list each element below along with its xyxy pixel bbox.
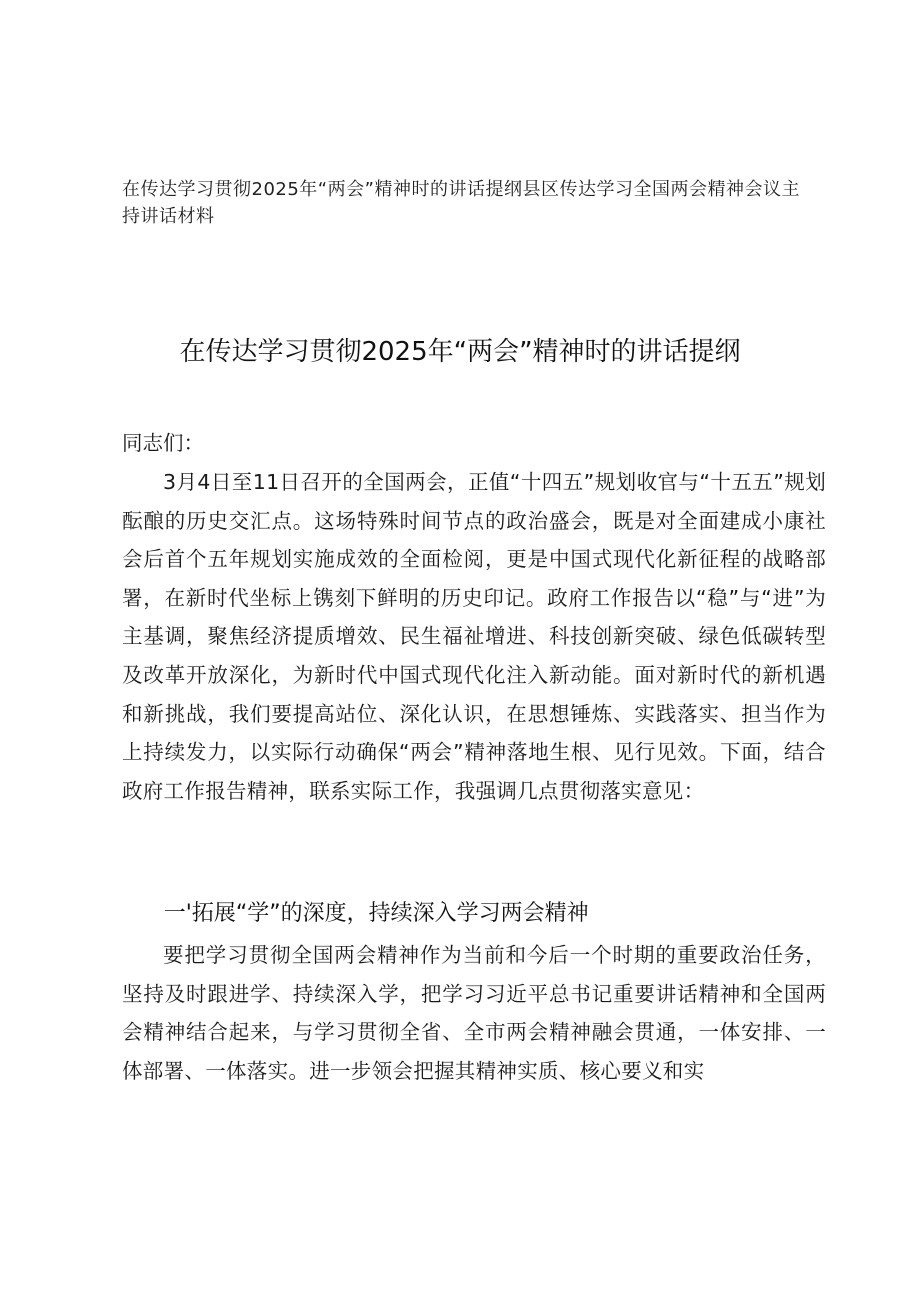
body-paragraph-section-1: 要把学习贯彻全国两会精神作为当前和今后一个时期的重要政治任务，坚持及时跟进学、持续深入学，把学习习近平总书记重要讲话精神和全国两会精神结合起来，与学习贯彻全省、全市两会精神融会贯通，一体安排、一体部署、一体落实。进一步领会把握其精神实质、核心要义和实 (122, 943, 826, 1083)
section-heading-1: 一'拓展“学”的深度，持续深入学习两会精神 (163, 901, 589, 926)
document-main-title: 在传达学习贯彻2025年“两会”精神时的讲话提纲 (179, 337, 741, 367)
body-paragraph-intro: 3月4日至11日召开的全国两会，正值“十四五”规划收官与“十五五”规划酝酿的历史交汇点。这场特殊时间节点的政治盛会，既是对全面建成小康社会后首个五年规划实施成效的全面检阅，更是中国式现代化新征程的战略部署，在新时代坐标上镌刻下鲜明的历史印记。政府工作报告以“稳”与“进”为主基调，聚焦经济提质增效、民生福祉增进、科技创新突破、绿色低碳转型及改革开放深化，为新时代中国式现代化注入新动能。面对新时代的新机遇和新挑战，我们要提高站位、深化认识，在思想锤炼、实践落实、担当作为上持续发力，以实际行动确保“两会”精神落地生根、见行见效。下面，结合政府工作报告精神，联系实际工作，我强调几点贯彻落实意见： (122, 470, 826, 803)
document-header-title: 在传达学习贯彻2025年“两会”精神时的讲话提纲县区传达学习全国两会精神会议主持讲话材料 (122, 179, 800, 227)
salutation: 同志们： (122, 431, 204, 455)
